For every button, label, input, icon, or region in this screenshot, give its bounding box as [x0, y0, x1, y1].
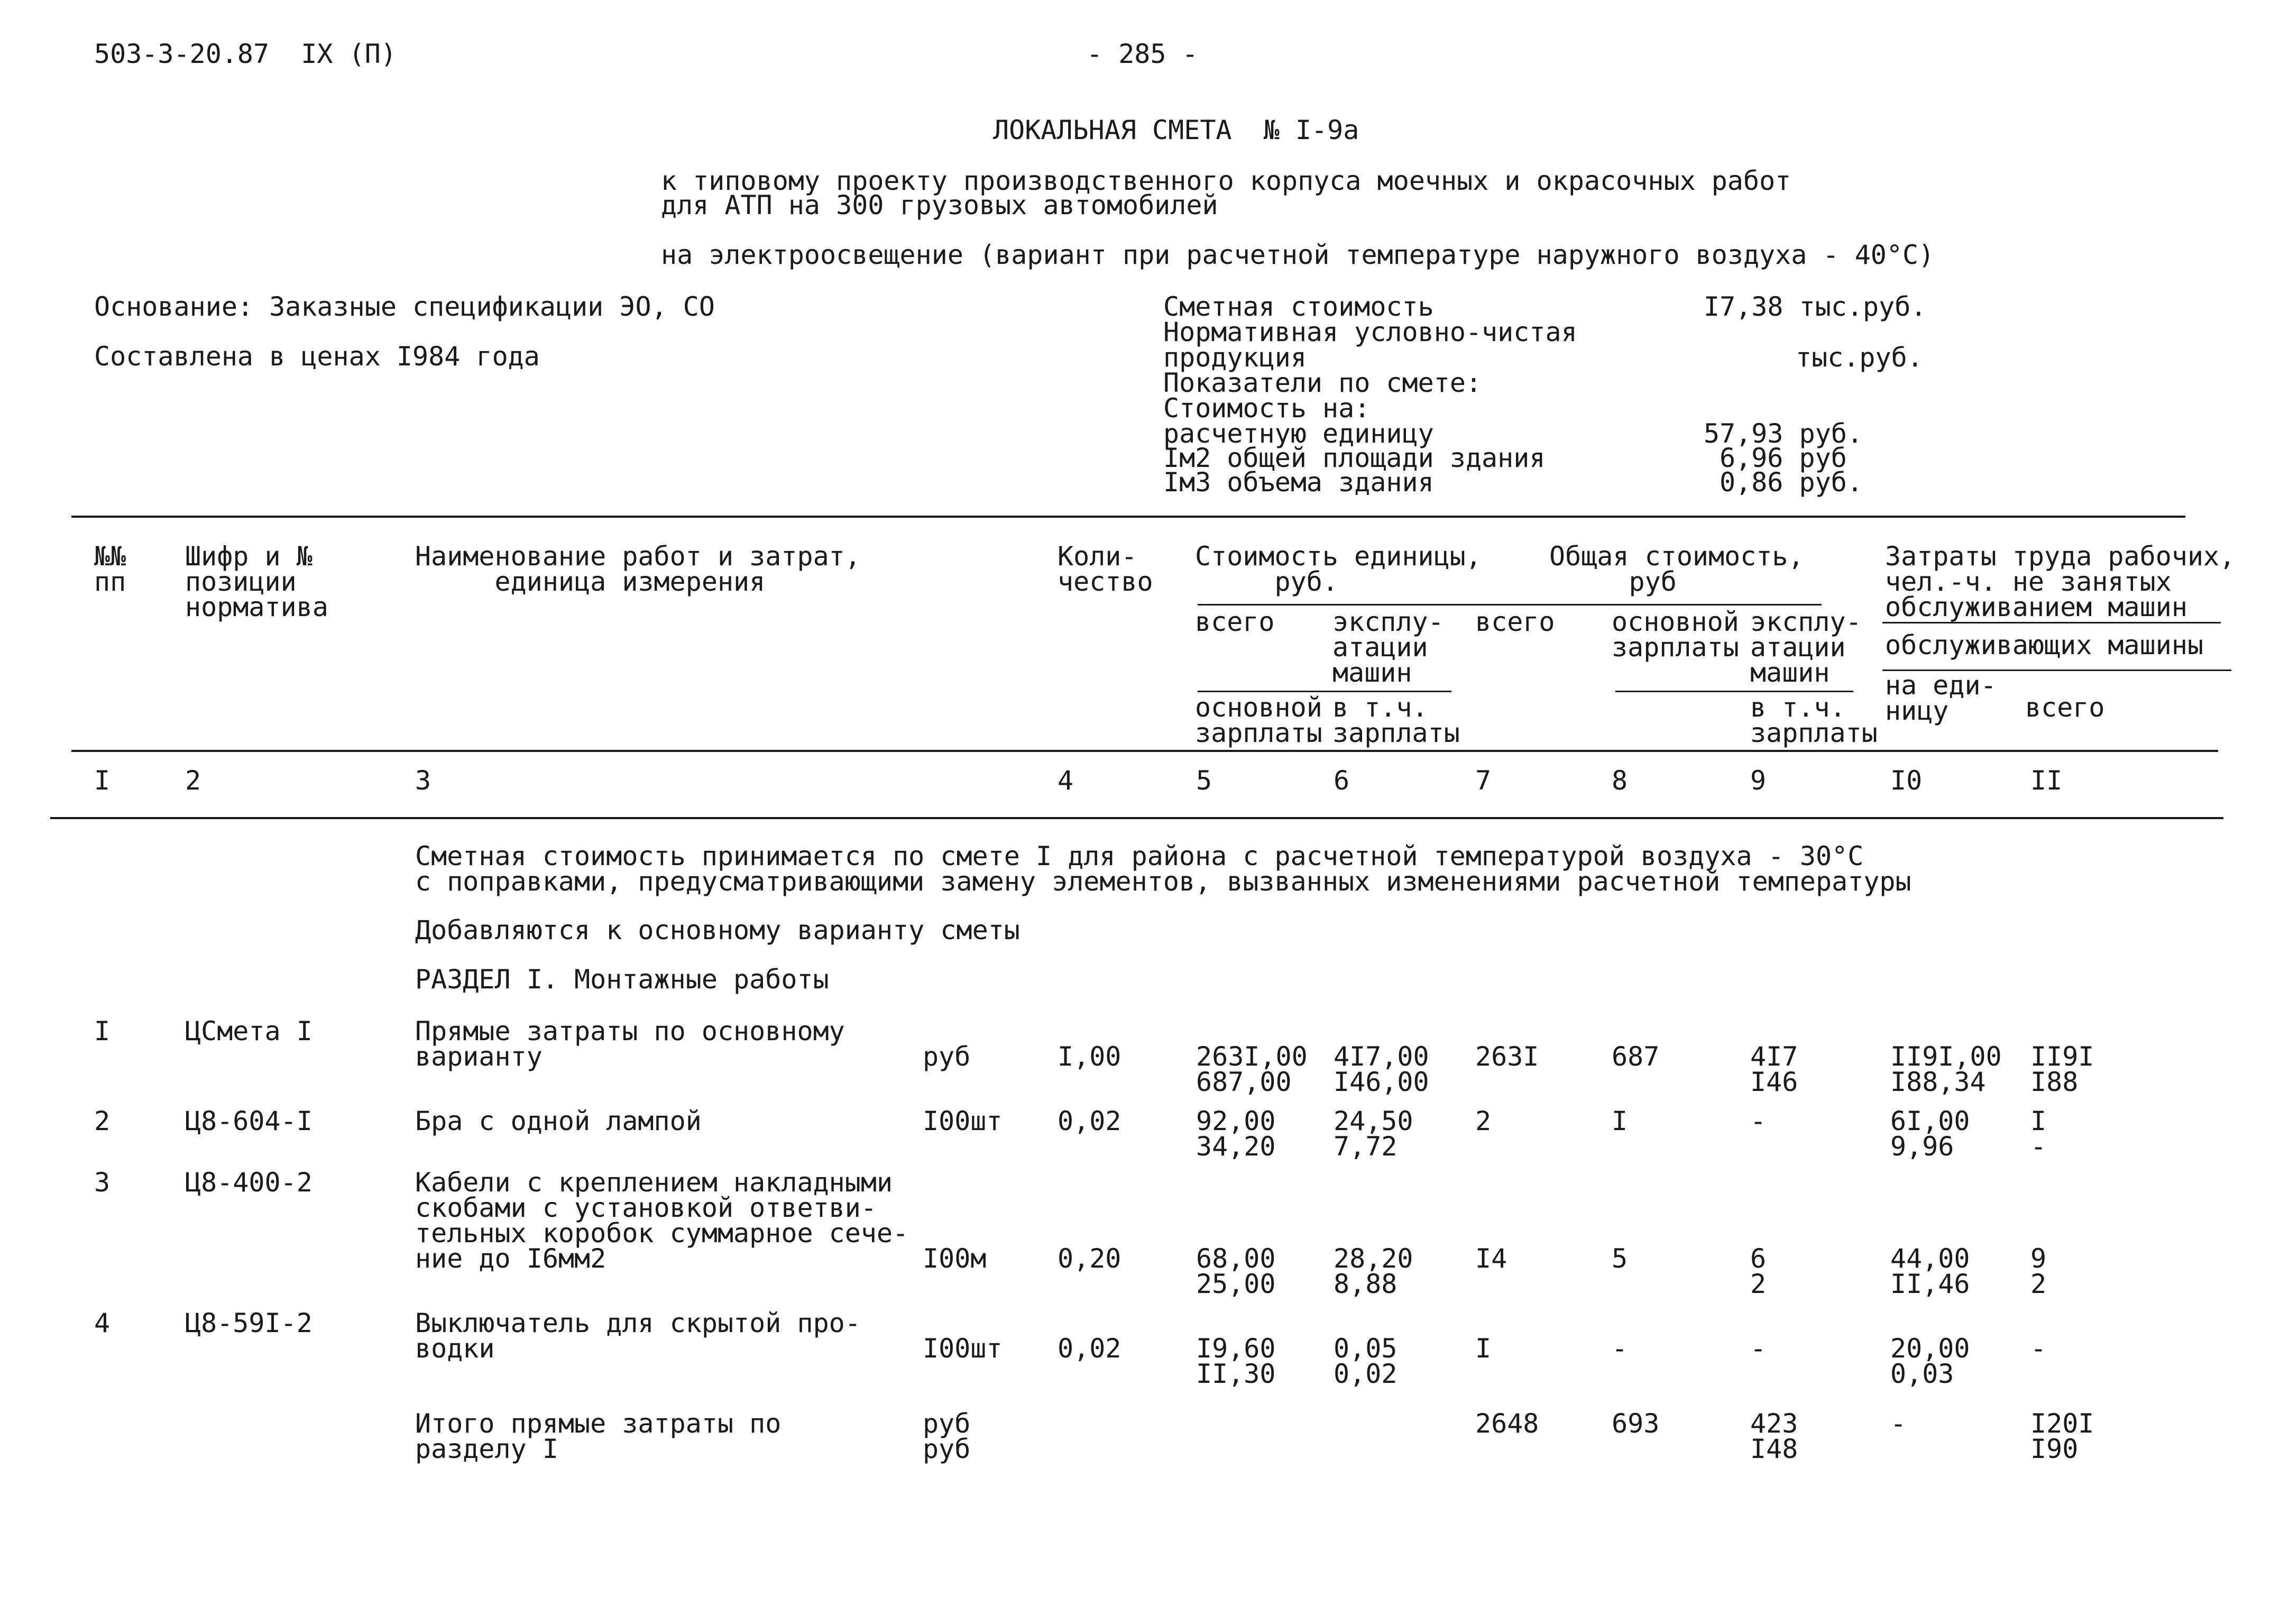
- row-total-exploit: -: [1750, 1106, 1767, 1136]
- summary-norm-label-1: Нормативная условно-чистая: [1163, 317, 1577, 347]
- header-total-all: всего: [1475, 607, 1555, 637]
- header-total-salary: основной зарплаты: [1612, 607, 1739, 663]
- row-name: Прямые затраты по основному варианту: [415, 1016, 845, 1072]
- row-labor-total: -: [2030, 1333, 2047, 1364]
- header-total-incl: в т.ч. зарплаты: [1750, 692, 1878, 748]
- colnum-5: 5: [1196, 765, 1212, 796]
- row-qty: 0,20: [1058, 1243, 1121, 1274]
- row-labor-per-unit: II9I,00 I88,34: [1890, 1041, 2002, 1097]
- row-unit-exploit: 0,05 0,02: [1334, 1333, 1398, 1389]
- summary-volume-value: 0,86 руб.: [1720, 467, 1863, 498]
- colnum-8: 8: [1612, 765, 1628, 796]
- row-unit: руб: [923, 1041, 971, 1072]
- basis-foundation: Основание: Заказные спецификации ЭО, СО: [94, 291, 715, 322]
- row-unit-exploit: 4I7,00 I46,00: [1334, 1041, 1429, 1097]
- summary-indicators-label: Показатели по смете:: [1163, 368, 1482, 398]
- intro-paragraph-line-1: Сметная стоимость принимается по смете I для района с расчетной температурой воздуха - 30°С: [415, 841, 1864, 871]
- row-unit: I00м: [923, 1243, 987, 1274]
- header-col-num: №№ пп: [94, 541, 126, 597]
- header-labor-total: всего: [2025, 692, 2105, 723]
- row-labor-per-unit: 44,00 II,46: [1890, 1243, 1970, 1299]
- header-unit-cost: Стоимость единицы, руб.: [1195, 541, 1482, 597]
- summary-unit-label: расчетную единицу: [1163, 418, 1434, 449]
- summary-area-value: 6,96 руб: [1720, 443, 1847, 473]
- page-number: - 285 -: [1087, 39, 1198, 69]
- row-unit-cost: 92,00 34,20: [1196, 1106, 1276, 1162]
- row-labor-per-unit: 20,00 0,03: [1890, 1333, 1970, 1389]
- row-labor-total: I -: [2030, 1106, 2047, 1162]
- header-labor: Затраты труда рабочих, чел.-ч. не занятых обслуживанием машин: [1885, 541, 2236, 622]
- summary-cost-label: Сметная стоимость: [1163, 291, 1434, 322]
- row-total-salary: 687: [1612, 1041, 1660, 1072]
- row-code: Ц8-59I-2: [185, 1308, 312, 1338]
- row-qty: 0,02: [1058, 1106, 1121, 1136]
- row-name: Выключатель для скрытой про- водки: [415, 1308, 861, 1364]
- intro-added: Добавляются к основному варианту сметы: [415, 915, 1020, 946]
- summary-volume-label: Iм3 объема здания: [1163, 467, 1434, 498]
- colnum-2: 2: [185, 765, 201, 796]
- basis-prices: Составлена в ценах I984 года: [94, 341, 540, 372]
- header-labor-per-unit: на еди- ницу: [1885, 670, 1997, 726]
- row-total: I4: [1475, 1243, 1507, 1274]
- colnum-7: 7: [1475, 765, 1492, 796]
- row-unit: I00шт: [923, 1106, 1003, 1136]
- row-unit-exploit: 28,20 8,88: [1334, 1243, 1413, 1299]
- row-unit-cost: 68,00 25,00: [1196, 1243, 1276, 1299]
- row-unit-cost: I9,60 II,30: [1196, 1333, 1276, 1389]
- header-col-code: Шифр и № позиции норматива: [185, 541, 328, 622]
- total-labor-per-unit: -: [1890, 1408, 1907, 1439]
- row-total-exploit: 4I7 I46: [1750, 1041, 1798, 1097]
- row-total: 2: [1475, 1106, 1492, 1136]
- header-labor-service: обслуживающих машины: [1885, 630, 2204, 660]
- header-unit-total: всего: [1195, 607, 1275, 637]
- header-unit-exploit: эксплу- атации машин: [1332, 607, 1444, 688]
- section-heading: РАЗДЕЛ I. Монтажные работы: [415, 964, 829, 995]
- header-col-qty: Коли- чество: [1058, 541, 1153, 597]
- total-labor-total: I20I I90: [2030, 1408, 2094, 1464]
- row-num: I: [94, 1016, 111, 1047]
- row-labor-per-unit: 6I,00 9,96: [1890, 1106, 1970, 1162]
- total-all: 2648: [1475, 1408, 1539, 1439]
- row-unit-exploit: 24,50 7,72: [1334, 1106, 1413, 1162]
- row-qty: 0,02: [1058, 1333, 1121, 1364]
- row-labor-total: 9 2: [2030, 1243, 2047, 1299]
- row-code: Ц8-400-2: [185, 1167, 312, 1198]
- summary-cost-per-label: Стоимость на:: [1163, 393, 1371, 424]
- row-num: 4: [94, 1308, 111, 1338]
- header-unit-salary: основной зарплаты: [1195, 692, 1322, 748]
- row-num: 3: [94, 1167, 111, 1198]
- colnum-4: 4: [1058, 765, 1074, 796]
- total-salary: 693: [1612, 1408, 1660, 1439]
- summary-norm-value: тыс.руб.: [1796, 342, 1923, 373]
- table-top-rule: [71, 516, 2185, 518]
- row-total: I: [1475, 1333, 1492, 1364]
- row-total-exploit: 6 2: [1750, 1243, 1767, 1299]
- total-unit: руб руб: [923, 1408, 971, 1464]
- intro-paragraph-line-2: с поправками, предусматривающими замену элементов, вызванных изменениями расчетной температуры: [415, 866, 1911, 897]
- row-unit: I00шт: [923, 1333, 1003, 1364]
- total-name: Итого прямые затраты по разделу I: [415, 1408, 782, 1464]
- summary-cost-value: I7,38 тыс.руб.: [1704, 291, 1927, 322]
- unit-cost-sub-rule: [1198, 604, 1822, 605]
- row-total-salary: 5: [1612, 1243, 1628, 1274]
- summary-area-label: Iм2 общей площади здания: [1163, 443, 1546, 473]
- colnum-11: II: [2030, 765, 2063, 796]
- header-total-cost: Общая стоимость, руб: [1549, 541, 1804, 597]
- row-qty: I,00: [1058, 1041, 1121, 1072]
- header-col-name: Наименование работ и затрат, единица измерения: [415, 541, 861, 597]
- title-line-2: для АТП на 300 грузовых автомобилей: [661, 190, 1218, 221]
- row-total: 263I: [1475, 1041, 1539, 1072]
- row-labor-total: II9I I88: [2030, 1041, 2094, 1097]
- header-unit-incl: в т.ч. зарплаты: [1332, 692, 1460, 748]
- row-total-salary: -: [1612, 1333, 1628, 1364]
- row-code: ЦСмета I: [185, 1016, 312, 1047]
- colnum-9: 9: [1750, 765, 1767, 796]
- colnum-1: I: [94, 765, 111, 796]
- header-bottom-rule: [71, 750, 2218, 752]
- total-exploit: 423 I48: [1750, 1408, 1798, 1464]
- row-code: Ц8-604-I: [185, 1106, 312, 1136]
- colnum-6: 6: [1334, 765, 1350, 796]
- title-line-1: к типовому проекту производственного корпуса моечных и окрасочных работ: [661, 166, 1791, 196]
- column-numbers-rule: [50, 817, 2223, 819]
- summary-unit-value: 57,93 руб.: [1704, 418, 1863, 449]
- row-total-exploit: -: [1750, 1333, 1767, 1364]
- colnum-3: 3: [415, 765, 431, 796]
- estimate-title: ЛОКАЛЬНАЯ СМЕТА № I-9а: [993, 115, 1359, 145]
- title-line-3: на электроосвещение (вариант при расчетной температуре наружного воздуха - 40°С): [661, 240, 1935, 270]
- row-name: Кабели с креплением накладными скобами с установкой ответви- тельных коробок суммарное сече- ние до I6мм2: [415, 1167, 909, 1274]
- row-unit-cost: 263I,00 687,00: [1196, 1041, 1308, 1097]
- row-name: Бра с одной лампой: [415, 1106, 702, 1136]
- document-code: 503-3-20.87 IX (П): [94, 39, 397, 69]
- row-total-salary: I: [1612, 1106, 1628, 1136]
- colnum-10: I0: [1890, 765, 1923, 796]
- row-num: 2: [94, 1106, 111, 1136]
- summary-norm-label-2: продукция: [1163, 342, 1307, 373]
- header-total-exploit: эксплу- атации машин: [1750, 607, 1862, 688]
